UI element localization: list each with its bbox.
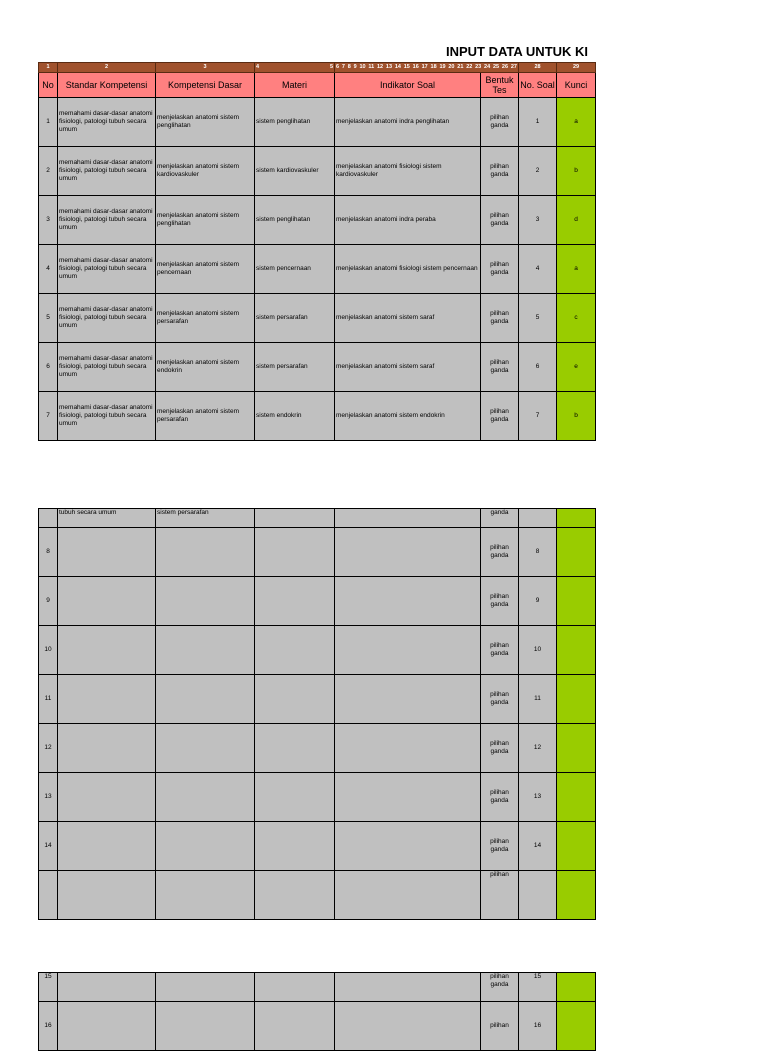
cell-standar-kompetensi[interactable]: memahami dasar-dasar anatomi fisiologi, patologi tubuh secara umum (58, 294, 156, 343)
cell-kompetensi-dasar[interactable] (156, 871, 255, 920)
col-num: 18 (430, 64, 437, 70)
cell-no-soal[interactable]: 15 (519, 973, 557, 1002)
col-num-28: 28 (519, 63, 557, 73)
cell-indikator-soal[interactable]: menjelaskan anatomi sistem saraf (335, 294, 481, 343)
cell-bentuk-tes[interactable]: pilihan ganda (481, 724, 519, 773)
cell-kompetensi-dasar[interactable]: menjelaskan anatomi sistem persarafan (156, 392, 255, 441)
cell-no-soal[interactable]: 10 (519, 626, 557, 675)
cell-bentuk-tes[interactable]: pilihan ganda (481, 822, 519, 871)
cell-kompetensi-dasar[interactable] (156, 675, 255, 724)
cell-indikator-soal[interactable]: menjelaskan anatomi sistem endokrin (335, 392, 481, 441)
cell-bentuk-tes[interactable]: pilihan ganda (481, 294, 519, 343)
header-row (39, 73, 596, 98)
cell-bentuk-tes[interactable]: pilihan ganda (481, 98, 519, 147)
table-row (39, 343, 596, 392)
cell-indikator-soal[interactable] (335, 626, 481, 675)
cell-materi[interactable]: sistem persarafan (255, 294, 335, 343)
input-table-continued (38, 508, 596, 920)
table-row-continuation (39, 509, 596, 528)
cell-no: 7 (39, 392, 58, 441)
cell-kunci[interactable] (557, 973, 596, 1002)
col-num: 21 (457, 64, 464, 70)
cell-no-soal[interactable]: 13 (519, 773, 557, 822)
cell-bentuk-tes[interactable]: pilihan ganda (481, 343, 519, 392)
cell-materi[interactable] (255, 973, 335, 1002)
table-row (39, 822, 596, 871)
cell-no-soal[interactable]: 5 (519, 294, 557, 343)
header-materi: Materi (255, 73, 335, 98)
cell-kompetensi-dasar[interactable]: menjelaskan anatomi sistem kardiovaskuler (156, 147, 255, 196)
cell-no-soal[interactable]: 8 (519, 528, 557, 577)
cell-no: 4 (39, 245, 58, 294)
cell-kompetensi-dasar[interactable]: menjelaskan anatomi sistem penglihatan (156, 98, 255, 147)
cell-kompetensi-dasar[interactable] (156, 1002, 255, 1051)
cell-no: 14 (39, 822, 58, 871)
cell-bentuk-tes[interactable]: pilihan ganda (481, 245, 519, 294)
cell-kompetensi-dasar[interactable] (156, 822, 255, 871)
cell-indikator-soal[interactable]: menjelaskan anatomi sistem saraf (335, 343, 481, 392)
input-table-continued-2 (38, 972, 596, 1051)
cell-no: 6 (39, 343, 58, 392)
cell-no: 12 (39, 724, 58, 773)
cell-materi[interactable] (255, 626, 335, 675)
cell-no-soal[interactable]: 4 (519, 245, 557, 294)
cell-materi[interactable] (255, 675, 335, 724)
cell-indikator-soal[interactable]: menjelaskan anatomi indra peraba (335, 196, 481, 245)
cell-standar-kompetensi[interactable] (58, 626, 156, 675)
cell-bentuk-tes[interactable]: pilihan ganda (481, 147, 519, 196)
cell-standar-kompetensi[interactable]: memahami dasar-dasar anatomi fisiologi, patologi tubuh secara umum (58, 392, 156, 441)
cell-bentuk-tes[interactable]: ganda (481, 509, 519, 528)
table-row (39, 675, 596, 724)
cell-no-soal[interactable]: 3 (519, 196, 557, 245)
header-kompetensi-dasar: Kompetensi Dasar (156, 73, 255, 98)
col-num: 7 (341, 64, 345, 70)
table-row (39, 577, 596, 626)
table-row (39, 196, 596, 245)
cell-standar-kompetensi[interactable]: tubuh secara umum (58, 509, 156, 528)
cell-kunci[interactable]: b (557, 392, 596, 441)
cell-indikator-soal[interactable]: menjelaskan anatomi fisiologi sistem pencernaan (335, 245, 481, 294)
col-num-3: 3 (156, 63, 255, 73)
cell-indikator-soal[interactable]: menjelaskan anatomi indra penglihatan (335, 98, 481, 147)
cell-materi[interactable]: sistem persarafan (255, 343, 335, 392)
col-num: 6 (336, 64, 340, 70)
cell-standar-kompetensi[interactable]: memahami dasar-dasar anatomi fisiologi, patologi tubuh secara umum (58, 245, 156, 294)
cell-no: 9 (39, 577, 58, 626)
col-num: 16 (412, 64, 419, 70)
cell-indikator-soal[interactable]: menjelaskan anatomi fisiologi sistem kardiovaskuler (335, 147, 481, 196)
cell-indikator-soal[interactable] (335, 509, 481, 528)
cell-materi[interactable] (255, 1002, 335, 1051)
cell-no-soal[interactable]: 2 (519, 147, 557, 196)
col-num: 14 (394, 64, 401, 70)
cell-standar-kompetensi[interactable] (58, 973, 156, 1002)
cell-standar-kompetensi[interactable]: memahami dasar-dasar anatomi fisiologi, patologi tubuh secara umum (58, 147, 156, 196)
cell-standar-kompetensi[interactable]: memahami dasar-dasar anatomi fisiologi, patologi tubuh secara umum (58, 343, 156, 392)
col-num: 9 (353, 64, 357, 70)
col-num: 22 (466, 64, 473, 70)
cell-no-soal[interactable] (519, 509, 557, 528)
header-bentuk-tes: Bentuk Tes (481, 73, 519, 98)
cell-indikator-soal[interactable] (335, 577, 481, 626)
cell-no: 16 (39, 1002, 58, 1051)
cell-kunci[interactable] (557, 626, 596, 675)
cell-kunci[interactable]: b (557, 147, 596, 196)
cell-no-soal[interactable]: 7 (519, 392, 557, 441)
cell-kompetensi-dasar[interactable] (156, 724, 255, 773)
sheet-page-2 (38, 508, 595, 885)
cell-kompetensi-dasar[interactable] (156, 626, 255, 675)
sheet-title: INPUT DATA UNTUK KI (446, 44, 589, 59)
cell-materi[interactable] (255, 509, 335, 528)
cell-no: 2 (39, 147, 58, 196)
table-row-cut (39, 871, 596, 920)
cell-bentuk-tes[interactable]: pilihan ganda (481, 675, 519, 724)
col-num-1: 1 (39, 63, 58, 73)
cell-standar-kompetensi[interactable]: memahami dasar-dasar anatomi fisiologi, patologi tubuh secara umum (58, 98, 156, 147)
col-num: 13 (385, 64, 393, 70)
cell-standar-kompetensi[interactable] (58, 1002, 156, 1051)
cell-indikator-soal[interactable] (335, 675, 481, 724)
cell-bentuk-tes[interactable]: pilihan ganda (481, 196, 519, 245)
cell-bentuk-tes[interactable]: pilihan (481, 1002, 519, 1051)
col-num-29: 29 (557, 63, 596, 73)
cell-bentuk-tes[interactable]: pilihan ganda (481, 773, 519, 822)
cell-no-soal[interactable]: 1 (519, 98, 557, 147)
cell-kompetensi-dasar[interactable]: menjelaskan anatomi sistem endokrin (156, 343, 255, 392)
cell-kunci[interactable] (557, 675, 596, 724)
table-row (39, 528, 596, 577)
cell-kompetensi-dasar[interactable] (156, 528, 255, 577)
cell-kunci[interactable] (557, 528, 596, 577)
cell-bentuk-tes[interactable]: pilihan (481, 871, 519, 920)
header-indikator-soal: Indikator Soal (335, 73, 481, 98)
cell-kompetensi-dasar[interactable]: menjelaskan anatomi sistem pencernaan (156, 245, 255, 294)
header-no: No (39, 73, 58, 98)
sheet-page-3 (38, 972, 595, 1029)
cell-indikator-soal[interactable] (335, 871, 481, 920)
cell-kunci[interactable] (557, 724, 596, 773)
col-num: 17 (421, 64, 428, 70)
table-row (39, 973, 596, 1002)
cell-no (39, 509, 58, 528)
cell-kunci[interactable] (557, 822, 596, 871)
cell-no: 8 (39, 528, 58, 577)
table-row (39, 245, 596, 294)
cell-no-soal[interactable]: 16 (519, 1002, 557, 1051)
table-row (39, 294, 596, 343)
col-num: 8 (347, 64, 351, 70)
cell-no: 10 (39, 626, 58, 675)
cell-no: 5 (39, 294, 58, 343)
cell-no: 11 (39, 675, 58, 724)
cell-kunci[interactable] (557, 509, 596, 528)
cell-standar-kompetensi[interactable] (58, 773, 156, 822)
cell-materi[interactable] (255, 773, 335, 822)
cell-kompetensi-dasar[interactable] (156, 773, 255, 822)
cell-no-soal[interactable]: 12 (519, 724, 557, 773)
sheet-page-1 (38, 62, 595, 427)
cell-no: 15 (39, 973, 58, 1002)
cell-standar-kompetensi[interactable]: memahami dasar-dasar anatomi fisiologi, patologi tubuh secara umum (58, 196, 156, 245)
cell-bentuk-tes[interactable]: pilihan ganda (481, 577, 519, 626)
cell-bentuk-tes[interactable]: pilihan ganda (481, 528, 519, 577)
col-num-6-27 (335, 63, 519, 73)
column-number-row (39, 63, 596, 73)
cell-kunci[interactable]: e (557, 343, 596, 392)
cell-kompetensi-dasar[interactable]: menjelaskan anatomi sistem penglihatan (156, 196, 255, 245)
table-row (39, 392, 596, 441)
cell-kompetensi-dasar[interactable] (156, 577, 255, 626)
cell-standar-kompetensi[interactable] (58, 577, 156, 626)
header-standar-kompetensi: Standar Kompetensi (58, 73, 156, 98)
col-num: 15 (403, 64, 410, 70)
cell-kunci[interactable]: a (557, 245, 596, 294)
cell-kunci[interactable]: a (557, 98, 596, 147)
col-num-2: 2 (58, 63, 156, 73)
cell-kunci[interactable] (557, 1002, 596, 1051)
table-row (39, 773, 596, 822)
cell-no (39, 871, 58, 920)
cell-materi[interactable] (255, 577, 335, 626)
cell-bentuk-tes[interactable]: pilihan ganda (481, 392, 519, 441)
cell-no-soal[interactable] (519, 871, 557, 920)
cell-bentuk-tes[interactable]: pilihan ganda (481, 626, 519, 675)
cell-standar-kompetensi[interactable] (58, 822, 156, 871)
header-no-soal: No. Soal (519, 73, 557, 98)
cell-kunci[interactable] (557, 773, 596, 822)
cell-kunci[interactable] (557, 577, 596, 626)
cell-indikator-soal[interactable] (335, 528, 481, 577)
cell-materi[interactable]: sistem penglihatan (255, 196, 335, 245)
cell-standar-kompetensi[interactable] (58, 724, 156, 773)
col-num-5: 5 (329, 64, 333, 70)
cell-standar-kompetensi[interactable] (58, 871, 156, 920)
cell-kunci[interactable]: c (557, 294, 596, 343)
cell-materi[interactable] (255, 724, 335, 773)
col-num: 24 (484, 64, 491, 70)
cell-kompetensi-dasar[interactable]: menjelaskan anatomi sistem persarafan (156, 294, 255, 343)
table-row (39, 1002, 596, 1051)
col-num: 26 (501, 64, 509, 70)
cell-no-soal[interactable]: 6 (519, 343, 557, 392)
cell-indikator-soal[interactable] (335, 822, 481, 871)
col-num: 27 (510, 64, 517, 70)
cell-materi[interactable]: sistem kardiovaskuler (255, 147, 335, 196)
cell-materi[interactable] (255, 528, 335, 577)
cell-no-soal[interactable]: 9 (519, 577, 557, 626)
cell-materi[interactable] (255, 822, 335, 871)
cell-materi[interactable]: sistem pencernaan (255, 245, 335, 294)
cell-kunci[interactable]: d (557, 196, 596, 245)
header-kunci: Kunci (557, 73, 596, 98)
cell-indikator-soal[interactable] (335, 973, 481, 1002)
cell-standar-kompetensi[interactable] (58, 528, 156, 577)
cell-no: 1 (39, 98, 58, 147)
cell-no: 3 (39, 196, 58, 245)
col-num-4: 4 (256, 64, 260, 70)
cell-indikator-soal[interactable] (335, 1002, 481, 1051)
cell-standar-kompetensi[interactable] (58, 675, 156, 724)
cell-kunci[interactable] (557, 871, 596, 920)
cell-no: 13 (39, 773, 58, 822)
col-num: 23 (475, 64, 482, 70)
cell-indikator-soal[interactable] (335, 724, 481, 773)
col-num: 19 (439, 64, 446, 70)
input-table (38, 62, 596, 441)
cell-materi[interactable]: sistem endokrin (255, 392, 335, 441)
col-num-4-5 (255, 63, 335, 73)
col-num: 11 (368, 64, 375, 70)
col-num: 25 (492, 64, 500, 70)
cell-materi[interactable] (255, 871, 335, 920)
col-num: 10 (359, 64, 366, 70)
table-row (39, 147, 596, 196)
cell-no-soal[interactable]: 14 (519, 822, 557, 871)
col-num: 20 (448, 64, 455, 70)
table-row (39, 626, 596, 675)
cell-bentuk-tes[interactable]: pilihan ganda (481, 973, 519, 1002)
table-row (39, 98, 596, 147)
cell-no-soal[interactable]: 11 (519, 675, 557, 724)
col-num: 12 (376, 64, 384, 70)
table-row (39, 724, 596, 773)
cell-kompetensi-dasar[interactable]: sistem persarafan (156, 509, 255, 528)
cell-indikator-soal[interactable] (335, 773, 481, 822)
cell-kompetensi-dasar[interactable] (156, 973, 255, 1002)
cell-materi[interactable]: sistem penglihatan (255, 98, 335, 147)
